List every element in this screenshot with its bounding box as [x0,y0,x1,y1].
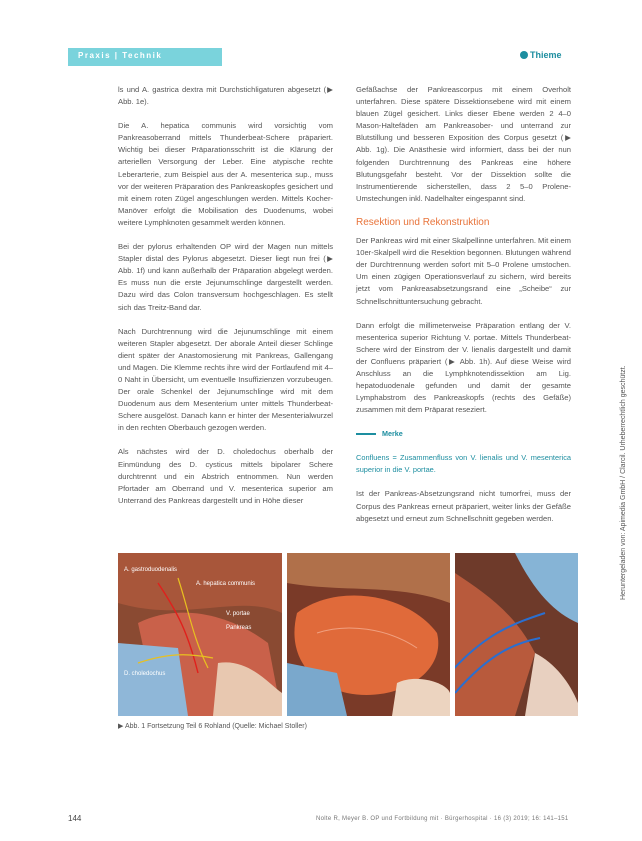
figure-label: A. hepatica communis [196,581,256,587]
figure-label: A. gastroduodenalis [124,567,178,573]
publisher-logo [520,50,562,60]
merke-heading-text: Merke [382,429,403,439]
footer-citation: Nolte R, Meyer B. OP und Fortbildung mit · Bürgerhospital · 16 (3) 2019; 16: 141–151 [316,816,569,822]
paragraph: Der Pankreas wird mit einer Skalpellinne unterfahren. Mit einem 10er-Skalpell wird die Resektion begonnen. Blutungen während der Durchtrennung werden sofort mit 5–0 Prolene umstochen. Um einen zügigen Operationsverlauf zu sichern, wird bereits jetzt vom Pankreasabsetzungsrand eine „Scheibe“ zur Schnellschnittuntersuchung gebracht. [356,236,571,306]
page-number: 144 [68,814,82,823]
section-heading: Resektion und Rekonstruktion [356,216,490,228]
figure-label: V. portae [226,611,250,617]
figure-1-c [455,553,578,716]
box-rule [356,433,376,435]
merke-heading [356,428,571,440]
figure-1-b-image [287,553,450,716]
merke-box [356,428,571,476]
figure-label: D. choledochus [124,671,166,677]
figure-1-a-image [118,553,282,716]
paragraph: Ist der Pankreas-Absetzungsrand nicht tumorfrei, muss der Corpus des Pankreas erneut präpariert, weiter links der Gefäße abgesetzt und erneut zum Schnellschnitt gegeben werden. [356,489,571,523]
merke-text: Confluens = Zusammenfluss von V. lienalis und V. mesenterica superior in die V. portae. [356,453,571,475]
figure-1-a [118,553,282,716]
left-column [118,84,333,519]
paragraph: Bei der pylorus erhaltenden OP wird der Magen nun mittels Stapler distal des Pylorus abgesetzt. Dieser liegt nun frei (▶ Abb. 1f) und kann außerhalb der Präparation abgelegt werden. Es muss nun die erste Jejunumschlinge dargestellt werden. Dazu wird das Colon transversum hochgeschlagen. Es stellt sich das Treitz-Band dar. [118,242,333,312]
paragraph: Die A. hepatica communis wird vorsichtig vom Pankreasoberrand mittels Thunderbeat-Schere präpariert. Wichtig bei dieser Präparationsschritt ist die Klärung der arteriellen Versorgung der Leber. Eine atypische rechte Leberarterie, zum Beispiel aus der A. mesenterica sup., muss vor der weiteren Präparation des Pankreaskopfes gesichert und mit einem roten Zügel angeschlungen werden. Mittels Kocher-Manöver erfolgt die Mobilisation des Duodenums, wobei weitere Lymphknoten gesammelt werden können. [118,121,333,227]
figure-row [118,553,578,716]
section-header-bar [68,48,222,66]
logo-icon [520,51,528,59]
figure-caption [118,722,307,730]
download-notice [620,180,632,600]
paragraph: Als nächstes wird der D. choledochus oberhalb der Einmündung des D. cysticus mittels bipolarer Schere durchtrennt und ein Abstrich entnommen. Nun werden Pfortader am Oberrand und V. mesenterica superior am Unterrand des Pankreas dargestellt und in Höhe dieser [118,447,333,505]
download-notice-text: Heruntergeladen von: Apimedia GmbH / Clarcil. Urheberrechtlich geschützt. [620,365,627,600]
figure-label: Pankreas [226,625,252,631]
figure-1-b [287,553,450,716]
logo-text: Thieme [530,50,562,60]
figure-caption-text: ▶ Abb. 1 Fortsetzung Teil 6 Rohland (Quelle: Michael Stoller) [118,723,307,730]
paragraph: Gefäßachse der Pankreascorpus mit einem Overholt unterfahren. Diese spätere Dissektionsebene wird mit einem blauen Zügel gesichert. Links dieser Ebene werden 2 4–0 Mason-Haltefäden am Pankreasober- und unterrand zur Blutstillung und besseren Exposition des Corpus gesetzt (▶ Abb. 1g). Die Anästhesie wird informiert, dass bei der nun folgenden Durchtrennung des Pankreas eine höhere Blutungsgefahr besteht. Vor der Dissektion sollte die Instrumentierende sicherstellen, dass 2 5–0 Prolene-Umstechungen inkl. Nadelhalter eingespannt sind. [356,85,571,203]
right-column [356,84,571,537]
paragraph: Nach Durchtrennung wird die Jejunumschlinge mit einem weiteren Stapler abgesetzt. Der aborale Anteil dieser Schlinge dient später der Anastomosierung mit Pankreas, Gallengang und Magen. Die Klemme rechts ihre wird der Fortlaufend mit 4–0 Naht in Übersicht, um eventuelle Insuffizienzen vorzubeugen. Der orale Schenkel der Jejunumschlinge wird mit dem Duodenum aus dem Mesenterium unter mittels Thunderbeat-Schere ausgelöst. Danach kann er hinter der Mesenterialwurzel in den rechten Oberbauch gezogen werden. [118,326,333,433]
section-label: Praxis | Technik [78,51,163,60]
paragraph: ls und A. gastrica dextra mit Durchstichligaturen abgesetzt (▶ Abb. 1e). [118,85,333,107]
figure-1-c-image [455,553,578,716]
paragraph: Dann erfolgt die millimeterweise Präparation entlang der V. mesenterica superior Richtung V. portae. Mittels Thunderbeat-Schere wird der Einstrom der V. lienalis dargestellt und damit der Confluens präpariert (▶ Abb. 1h). Auf diese Weise wird Anschluss an die Lymphknotendissektion am Lig. hepatoduodenale gefunden und damit der gesamte Lymphabstrom des Pankreaskopfs (rechts des Gefäße) zusammen mit dem Präparat reseziert. [356,320,571,415]
